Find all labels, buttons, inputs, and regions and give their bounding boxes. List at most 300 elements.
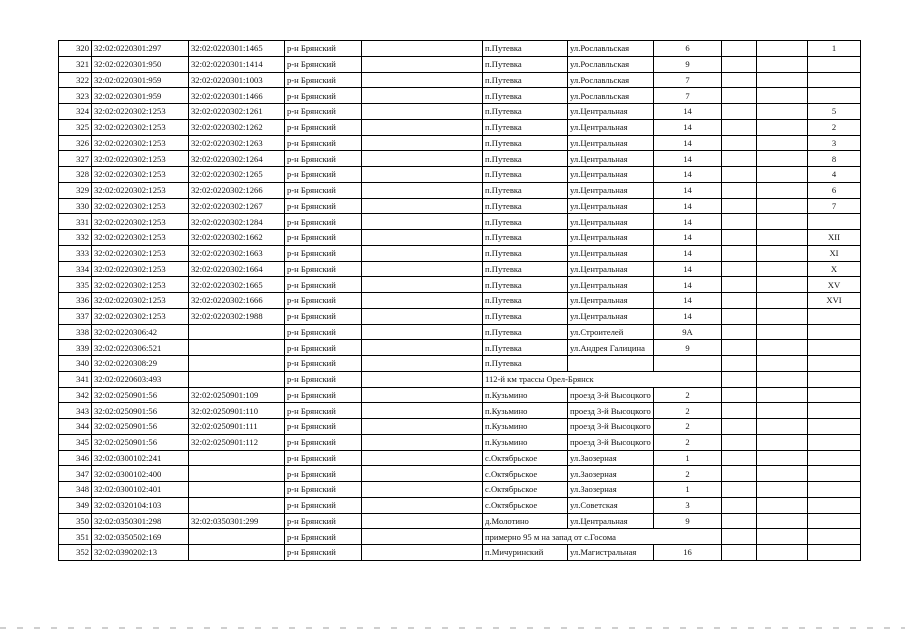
premises-number-cell — [808, 482, 861, 498]
premises-number-cell — [808, 308, 861, 324]
table-row — [59, 135, 861, 151]
premises-number-cell — [808, 497, 861, 513]
empty-cell — [722, 419, 757, 435]
empty-cell — [722, 119, 757, 135]
district-cell: р-н Брянский — [285, 450, 362, 466]
empty-cell — [757, 41, 808, 57]
cadastral-number-2-cell: 32:02:0220301:1414 — [189, 56, 285, 72]
house-number-cell: 9 — [654, 340, 722, 356]
empty-cell — [362, 340, 483, 356]
cadastral-number-cell: 32:02:0220306:42 — [92, 324, 189, 340]
premises-number-cell — [808, 56, 861, 72]
empty-cell — [722, 403, 757, 419]
district-cell: р-н Брянский — [285, 230, 362, 246]
premises-number-cell — [808, 387, 861, 403]
table-row — [59, 324, 861, 340]
locality-cell: п.Путевка — [483, 261, 568, 277]
empty-cell — [362, 198, 483, 214]
empty-cell — [722, 434, 757, 450]
street-cell: проезд 3-й Высоцкого — [568, 434, 654, 450]
cadastral-number-cell: 32:02:0220301:297 — [92, 41, 189, 57]
row-number-cell: 323 — [59, 88, 92, 104]
locality-cell: п.Путевка — [483, 198, 568, 214]
empty-cell — [362, 513, 483, 529]
row-number-cell: 346 — [59, 450, 92, 466]
empty-cell — [722, 245, 757, 261]
house-number-cell: 2 — [654, 434, 722, 450]
house-number-cell: 14 — [654, 151, 722, 167]
cadastral-number-cell: 32:02:0220306:521 — [92, 340, 189, 356]
street-cell: ул.Центральная — [568, 119, 654, 135]
district-cell: р-н Брянский — [285, 324, 362, 340]
cadastral-number-cell: 32:02:0220302:1253 — [92, 293, 189, 309]
row-number-cell: 331 — [59, 214, 92, 230]
cadastral-number-2-cell: 32:02:0220302:1265 — [189, 167, 285, 183]
empty-cell — [362, 72, 483, 88]
empty-cell — [362, 151, 483, 167]
cadastral-number-2-cell — [189, 356, 285, 372]
cadastral-number-cell: 32:02:0300102:400 — [92, 466, 189, 482]
cadastral-number-cell: 32:02:0350502:169 — [92, 529, 189, 545]
empty-cell — [362, 308, 483, 324]
locality-cell: п.Путевка — [483, 88, 568, 104]
row-number-cell: 321 — [59, 56, 92, 72]
cadastral-number-2-cell: 32:02:0220302:1662 — [189, 230, 285, 246]
empty-cell — [722, 214, 757, 230]
district-cell: р-н Брянский — [285, 434, 362, 450]
cadastral-number-cell: 32:02:0390202:13 — [92, 545, 189, 561]
house-number-cell: 2 — [654, 419, 722, 435]
cadastral-number-cell: 32:02:0250901:56 — [92, 434, 189, 450]
row-number-cell: 345 — [59, 434, 92, 450]
premises-number-cell — [808, 545, 861, 561]
cadastral-number-2-cell — [189, 545, 285, 561]
row-number-cell: 337 — [59, 308, 92, 324]
empty-cell — [722, 135, 757, 151]
cadastral-number-cell: 32:02:0220302:1253 — [92, 182, 189, 198]
empty-cell — [757, 466, 808, 482]
cadastral-number-2-cell: 32:02:0220302:1664 — [189, 261, 285, 277]
table-row — [59, 545, 861, 561]
premises-number-cell — [808, 419, 861, 435]
district-cell: р-н Брянский — [285, 482, 362, 498]
cadastral-number-cell: 32:02:0220302:1253 — [92, 104, 189, 120]
cadastral-number-cell: 32:02:0220302:1253 — [92, 230, 189, 246]
cadastral-number-2-cell: 32:02:0220302:1264 — [189, 151, 285, 167]
cadastral-number-cell: 32:02:0220302:1253 — [92, 214, 189, 230]
premises-number-cell — [808, 72, 861, 88]
street-cell: ул.Заозерная — [568, 450, 654, 466]
premises-number-cell: XII — [808, 230, 861, 246]
locality-cell: с.Октябрьское — [483, 450, 568, 466]
table-row — [59, 356, 861, 372]
table-row — [59, 371, 861, 387]
premises-number-cell — [808, 356, 861, 372]
cadastral-number-cell: 32:02:0220301:959 — [92, 88, 189, 104]
empty-cell — [362, 387, 483, 403]
empty-cell — [362, 434, 483, 450]
empty-cell — [722, 88, 757, 104]
empty-cell — [362, 56, 483, 72]
cadastral-number-cell: 32:02:0220301:950 — [92, 56, 189, 72]
street-cell: ул.Центральная — [568, 182, 654, 198]
cadastral-number-cell: 32:02:0250901:56 — [92, 403, 189, 419]
cadastral-number-2-cell — [189, 529, 285, 545]
locality-cell: п.Путевка — [483, 230, 568, 246]
district-cell: р-н Брянский — [285, 387, 362, 403]
district-cell: р-н Брянский — [285, 403, 362, 419]
empty-cell — [757, 434, 808, 450]
district-cell: р-н Брянский — [285, 356, 362, 372]
house-number-cell: 14 — [654, 135, 722, 151]
cadastral-number-2-cell — [189, 450, 285, 466]
empty-cell — [757, 198, 808, 214]
table-row — [59, 245, 861, 261]
table-row — [59, 419, 861, 435]
district-cell: р-н Брянский — [285, 261, 362, 277]
house-number-cell: 14 — [654, 182, 722, 198]
house-number-cell: 9 — [654, 513, 722, 529]
district-cell: р-н Брянский — [285, 56, 362, 72]
row-number-cell: 342 — [59, 387, 92, 403]
row-number-cell: 352 — [59, 545, 92, 561]
row-number-cell: 339 — [59, 340, 92, 356]
empty-cell — [362, 88, 483, 104]
house-number-cell: 14 — [654, 214, 722, 230]
empty-cell — [362, 261, 483, 277]
empty-cell — [722, 167, 757, 183]
locality-cell: п.Путевка — [483, 104, 568, 120]
empty-cell — [362, 403, 483, 419]
house-number-cell: 1 — [654, 482, 722, 498]
house-number-cell: 7 — [654, 88, 722, 104]
cadastral-number-cell: 32:02:0300102:241 — [92, 450, 189, 466]
district-cell: р-н Брянский — [285, 308, 362, 324]
street-cell: ул.Центральная — [568, 214, 654, 230]
row-number-cell: 343 — [59, 403, 92, 419]
cadastral-number-2-cell: 32:02:0250901:111 — [189, 419, 285, 435]
cadastral-number-2-cell — [189, 340, 285, 356]
locality-cell: п.Кузьмино — [483, 434, 568, 450]
row-number-cell: 340 — [59, 356, 92, 372]
empty-cell — [362, 167, 483, 183]
house-number-cell: 14 — [654, 198, 722, 214]
row-number-cell: 325 — [59, 119, 92, 135]
empty-cell — [757, 119, 808, 135]
street-cell: ул.Рославльская — [568, 56, 654, 72]
house-number-cell: 3 — [654, 497, 722, 513]
street-cell: ул.Заозерная — [568, 482, 654, 498]
row-number-cell: 349 — [59, 497, 92, 513]
premises-number-cell: 6 — [808, 182, 861, 198]
cadastral-number-cell: 32:02:0320104:103 — [92, 497, 189, 513]
cadastral-number-2-cell: 32:02:0220302:1266 — [189, 182, 285, 198]
cadastral-number-2-cell: 32:02:0220302:1666 — [189, 293, 285, 309]
cadastral-number-cell: 32:02:0220302:1253 — [92, 198, 189, 214]
district-cell: р-н Брянский — [285, 135, 362, 151]
empty-cell — [757, 277, 808, 293]
table-row — [59, 182, 861, 198]
empty-cell — [722, 277, 757, 293]
empty-cell — [757, 308, 808, 324]
empty-cell — [757, 104, 808, 120]
empty-cell — [757, 450, 808, 466]
premises-number-cell — [808, 513, 861, 529]
address-register-table — [58, 40, 861, 561]
empty-cell — [362, 135, 483, 151]
locality-cell: п.Кузьмино — [483, 403, 568, 419]
street-cell: ул.Строителей — [568, 324, 654, 340]
premises-number-cell: 8 — [808, 151, 861, 167]
row-number-cell: 351 — [59, 529, 92, 545]
empty-cell — [757, 371, 808, 387]
empty-cell — [362, 371, 483, 387]
cadastral-number-2-cell: 32:02:0220301:1466 — [189, 88, 285, 104]
street-cell: ул.Центральная — [568, 135, 654, 151]
empty-cell — [757, 261, 808, 277]
cadastral-number-2-cell: 32:02:0220302:1284 — [189, 214, 285, 230]
table-row — [59, 261, 861, 277]
street-cell: ул.Центральная — [568, 261, 654, 277]
cadastral-number-cell: 32:02:0250901:56 — [92, 387, 189, 403]
table-row — [59, 482, 861, 498]
premises-number-cell: XVI — [808, 293, 861, 309]
locality-cell: с.Октябрьское — [483, 482, 568, 498]
cadastral-number-2-cell: 32:02:0220302:1267 — [189, 198, 285, 214]
locality-cell: п.Путевка — [483, 119, 568, 135]
locality-cell: п.Кузьмино — [483, 419, 568, 435]
empty-cell — [722, 151, 757, 167]
cadastral-number-2-cell: 32:02:0220302:1262 — [189, 119, 285, 135]
empty-cell — [757, 230, 808, 246]
empty-cell — [362, 104, 483, 120]
premises-number-cell: 4 — [808, 167, 861, 183]
table-row — [59, 466, 861, 482]
street-cell: ул.Заозерная — [568, 466, 654, 482]
table-body — [59, 41, 861, 561]
empty-cell — [722, 56, 757, 72]
district-cell: р-н Брянский — [285, 371, 362, 387]
empty-cell — [362, 230, 483, 246]
premises-number-cell: 2 — [808, 119, 861, 135]
cadastral-number-cell: 32:02:0220301:959 — [92, 72, 189, 88]
locality-cell: п.Путевка — [483, 324, 568, 340]
location-cell: примерно 95 м на запад от с.Госома — [483, 529, 722, 545]
empty-cell — [722, 513, 757, 529]
house-number-cell: 14 — [654, 230, 722, 246]
street-cell: ул.Магистральная — [568, 545, 654, 561]
cadastral-number-2-cell: 32:02:0220301:1003 — [189, 72, 285, 88]
empty-cell — [757, 88, 808, 104]
house-number-cell: 14 — [654, 261, 722, 277]
empty-cell — [722, 308, 757, 324]
row-number-cell: 329 — [59, 182, 92, 198]
house-number-cell: 14 — [654, 119, 722, 135]
cadastral-number-2-cell: 32:02:0220302:1665 — [189, 277, 285, 293]
house-number-cell: 14 — [654, 277, 722, 293]
empty-cell — [757, 419, 808, 435]
house-number-cell: 9А — [654, 324, 722, 340]
house-number-cell: 2 — [654, 466, 722, 482]
premises-number-cell: 1 — [808, 41, 861, 57]
empty-cell — [722, 340, 757, 356]
empty-cell — [757, 324, 808, 340]
empty-cell — [757, 513, 808, 529]
house-number-cell: 14 — [654, 167, 722, 183]
empty-cell — [362, 450, 483, 466]
cadastral-number-cell: 32:02:0220302:1253 — [92, 151, 189, 167]
empty-cell — [362, 245, 483, 261]
premises-number-cell — [808, 88, 861, 104]
district-cell: р-н Брянский — [285, 214, 362, 230]
street-cell: ул.Андрея Галицина — [568, 340, 654, 356]
cadastral-number-2-cell — [189, 324, 285, 340]
locality-cell: п.Путевка — [483, 135, 568, 151]
cadastral-number-2-cell — [189, 466, 285, 482]
locality-cell: п.Путевка — [483, 56, 568, 72]
scan-edge-noise — [0, 627, 905, 629]
locality-cell: п.Кузьмино — [483, 387, 568, 403]
empty-cell — [757, 482, 808, 498]
locality-cell: п.Путевка — [483, 151, 568, 167]
premises-number-cell: 5 — [808, 104, 861, 120]
empty-cell — [362, 482, 483, 498]
street-cell: ул.Центральная — [568, 293, 654, 309]
premises-number-cell — [808, 214, 861, 230]
row-number-cell: 334 — [59, 261, 92, 277]
empty-cell — [362, 356, 483, 372]
row-number-cell: 336 — [59, 293, 92, 309]
empty-cell — [757, 167, 808, 183]
cadastral-number-2-cell: 32:02:0220302:1261 — [189, 104, 285, 120]
cadastral-number-cell: 32:02:0220302:1253 — [92, 167, 189, 183]
cadastral-number-cell: 32:02:0220302:1253 — [92, 119, 189, 135]
empty-cell — [757, 545, 808, 561]
empty-cell — [722, 104, 757, 120]
row-number-cell: 341 — [59, 371, 92, 387]
row-number-cell: 338 — [59, 324, 92, 340]
street-cell: проезд 3-й Высоцкого — [568, 387, 654, 403]
cadastral-number-cell: 32:02:0220603:493 — [92, 371, 189, 387]
empty-cell — [362, 214, 483, 230]
empty-cell — [757, 387, 808, 403]
district-cell: р-н Брянский — [285, 167, 362, 183]
locality-cell: п.Путевка — [483, 167, 568, 183]
empty-cell — [757, 529, 808, 545]
district-cell: р-н Брянский — [285, 466, 362, 482]
table-row — [59, 403, 861, 419]
cadastral-number-cell: 32:02:0220302:1253 — [92, 261, 189, 277]
empty-cell — [757, 72, 808, 88]
empty-cell — [362, 324, 483, 340]
district-cell: р-н Брянский — [285, 72, 362, 88]
row-number-cell: 335 — [59, 277, 92, 293]
premises-number-cell — [808, 403, 861, 419]
table-row — [59, 497, 861, 513]
locality-cell: п.Мичуринский — [483, 545, 568, 561]
district-cell: р-н Брянский — [285, 513, 362, 529]
district-cell: р-н Брянский — [285, 545, 362, 561]
house-number-cell — [654, 356, 722, 372]
row-number-cell: 344 — [59, 419, 92, 435]
house-number-cell: 14 — [654, 104, 722, 120]
empty-cell — [757, 497, 808, 513]
premises-number-cell — [808, 371, 861, 387]
empty-cell — [757, 214, 808, 230]
cadastral-number-cell: 32:02:0220308:29 — [92, 356, 189, 372]
cadastral-number-2-cell: 32:02:0220302:1988 — [189, 308, 285, 324]
empty-cell — [722, 356, 757, 372]
table-row — [59, 72, 861, 88]
empty-cell — [757, 340, 808, 356]
empty-cell — [722, 230, 757, 246]
premises-number-cell — [808, 450, 861, 466]
empty-cell — [362, 41, 483, 57]
district-cell: р-н Брянский — [285, 277, 362, 293]
cadastral-number-2-cell — [189, 371, 285, 387]
house-number-cell: 6 — [654, 41, 722, 57]
premises-number-cell — [808, 324, 861, 340]
district-cell: р-н Брянский — [285, 293, 362, 309]
cadastral-number-2-cell: 32:02:0220302:1263 — [189, 135, 285, 151]
row-number-cell: 327 — [59, 151, 92, 167]
district-cell: р-н Брянский — [285, 88, 362, 104]
empty-cell — [722, 371, 757, 387]
house-number-cell: 9 — [654, 56, 722, 72]
house-number-cell: 7 — [654, 72, 722, 88]
empty-cell — [362, 497, 483, 513]
district-cell: р-н Брянский — [285, 245, 362, 261]
street-cell: ул.Центральная — [568, 104, 654, 120]
table-row — [59, 214, 861, 230]
empty-cell — [722, 450, 757, 466]
house-number-cell: 1 — [654, 450, 722, 466]
cadastral-number-2-cell: 32:02:0220302:1663 — [189, 245, 285, 261]
table-row — [59, 434, 861, 450]
cadastral-number-cell: 32:02:0220302:1253 — [92, 308, 189, 324]
table-row — [59, 513, 861, 529]
locality-cell: п.Путевка — [483, 182, 568, 198]
house-number-cell: 14 — [654, 308, 722, 324]
street-cell: ул.Центральная — [568, 198, 654, 214]
cadastral-number-2-cell — [189, 497, 285, 513]
empty-cell — [757, 135, 808, 151]
district-cell: р-н Брянский — [285, 151, 362, 167]
table-row — [59, 529, 861, 545]
street-cell: ул.Центральная — [568, 151, 654, 167]
cadastral-number-2-cell: 32:02:0250901:110 — [189, 403, 285, 419]
locality-cell: д.Молотино — [483, 513, 568, 529]
empty-cell — [362, 466, 483, 482]
premises-number-cell: X — [808, 261, 861, 277]
empty-cell — [722, 261, 757, 277]
street-cell: ул.Советская — [568, 497, 654, 513]
empty-cell — [362, 419, 483, 435]
locality-cell: п.Путевка — [483, 72, 568, 88]
row-number-cell: 320 — [59, 41, 92, 57]
row-number-cell: 328 — [59, 167, 92, 183]
row-number-cell: 326 — [59, 135, 92, 151]
street-cell — [568, 356, 654, 372]
cadastral-number-2-cell: 32:02:0250901:109 — [189, 387, 285, 403]
district-cell: р-н Брянский — [285, 419, 362, 435]
premises-number-cell — [808, 434, 861, 450]
street-cell: ул.Центральная — [568, 245, 654, 261]
street-cell: проезд 3-й Высоцкого — [568, 419, 654, 435]
empty-cell — [757, 293, 808, 309]
locality-cell: п.Путевка — [483, 245, 568, 261]
street-cell: ул.Рославльская — [568, 72, 654, 88]
